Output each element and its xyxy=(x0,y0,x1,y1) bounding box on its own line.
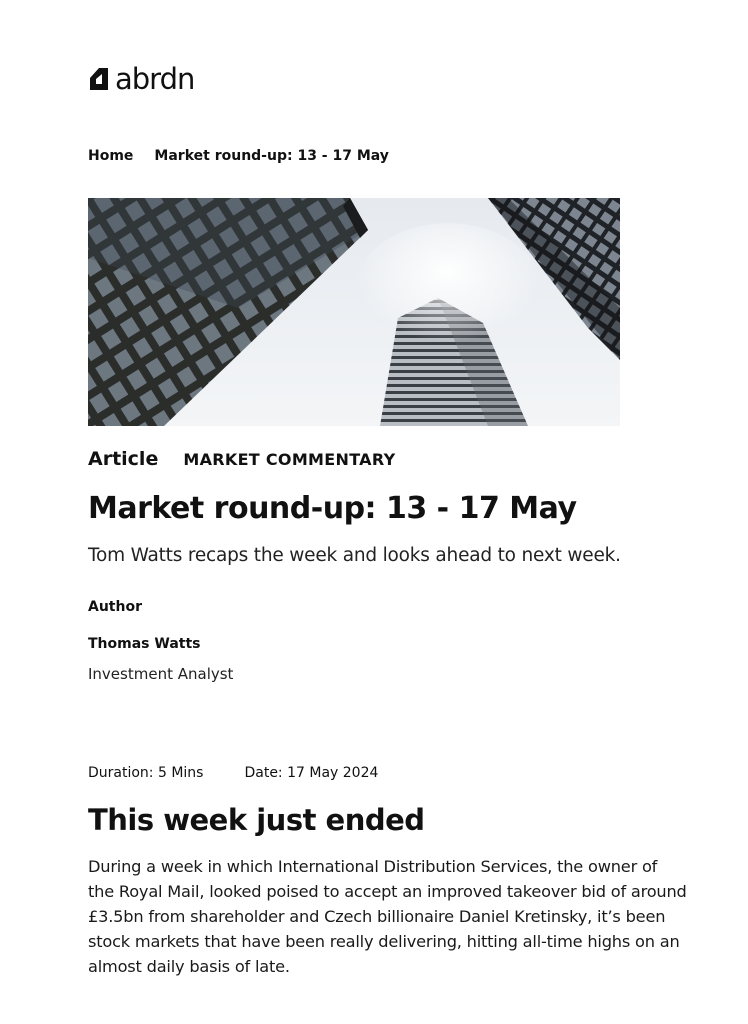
article-meta xyxy=(88,448,395,470)
page-title: Market round-up: 13 - 17 May xyxy=(88,491,577,526)
section-heading: This week just ended xyxy=(88,803,425,837)
article-type: Article xyxy=(88,448,159,470)
article-info xyxy=(88,765,378,781)
brand-name: abrdn xyxy=(115,62,195,96)
breadcrumb-home[interactable]: Home xyxy=(88,148,134,164)
category-tag[interactable]: MARKET COMMENTARY xyxy=(183,450,396,469)
breadcrumb xyxy=(88,148,389,164)
duration: Duration: 5 Mins xyxy=(88,765,204,781)
article-summary: Tom Watts recaps the week and looks ahead to next week. xyxy=(88,545,621,566)
section-body: During a week in which International Distribution Services, the owner of the Royal Mail, looked poised to accept an improved takeover bid of around £3.5bn from shareholder and Czech billionaire Daniel Kretinsky, it’s been stock markets that have been really delivering, hitting all-time highs on an almost daily basis of late. xyxy=(88,857,687,976)
publish-date: Date: 17 May 2024 xyxy=(244,765,379,781)
author-name[interactable]: Thomas Watts xyxy=(88,636,201,652)
abrdn-logo[interactable] xyxy=(88,64,194,94)
author-label: Author xyxy=(88,599,142,615)
abrdn-logo-icon xyxy=(88,66,110,92)
skyscrapers-photo-icon xyxy=(88,198,620,426)
breadcrumb-current[interactable]: Market round-up: 13 - 17 May xyxy=(154,148,389,164)
hero-image xyxy=(88,198,620,426)
author-role: Investment Analyst xyxy=(88,665,234,683)
